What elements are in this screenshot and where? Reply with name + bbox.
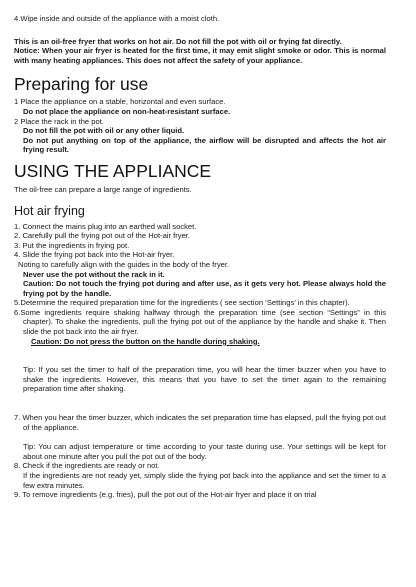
frying-step-4: 4. Slide the frying pot back into the Hot-air fryer.: [14, 250, 175, 260]
intro-step-4: 4.Wipe inside and outside of the appliance with a moist cloth.: [14, 14, 220, 23]
preparing-step-2-warning-airflow: Do not put anything on top of the appliance, the airflow will be disrupted and affects the hot air frying result.: [23, 135, 386, 155]
preparing-step-1: 1 Place the appliance on a stable, horizontal and even surface.: [14, 97, 226, 107]
preparing-heading: Preparing for use: [14, 74, 149, 95]
frying-step-4-warning: Never use the pot without the rack in it.: [23, 269, 165, 279]
hot-air-frying-heading: Hot air frying: [14, 203, 85, 218]
first-use-notice: Notice: When your air fryer is heated for the first time, it may emit slight smoke or odor. This is normal with many heating appliances. This does not affect the safety of your appliance.: [14, 46, 386, 65]
frying-step-9: 9. To remove ingredients (e.g. fries), pull the pot out of the Hot-air fryer and place it on trial: [14, 490, 317, 500]
frying-step-7: 7. When you hear the timer buzzer, which indicates the set preparation time has elapsed, pull the frying pot out of the appliance.: [14, 413, 386, 432]
preparing-step-2-warning-liquid: Do not fill the pot with oil or any other liquid.: [23, 126, 185, 136]
preparing-step-1-warning: Do not place the appliance on non-heat-resistant surface.: [23, 106, 231, 116]
frying-step-4-note: Noting to carefully align with the guides in the body of the fryer.: [18, 259, 230, 269]
using-heading: USING THE APPLIANCE: [14, 160, 212, 181]
frying-step-1: 1. Connect the mains plug into an earthed wall socket.: [14, 221, 197, 231]
manual-page: [14, 12, 386, 500]
tip-adjust-settings: Tip: You can adjust temperature or time according to your taste during use. Your settings will be kept for about one minute after you pull the pot out of the body.: [23, 442, 386, 461]
frying-step-5: 5.Determine the required preparation time for the ingredients ( see section ‘Settings’ in this chapter).: [14, 298, 350, 308]
frying-step-4-caution: Caution: Do not touch the frying pot during and after use, as it gets very hot. Please always hold the frying pot by the handle.: [23, 279, 386, 298]
frying-step-2: 2. Carefully pull the frying pot out of the Hot-air fryer.: [14, 231, 191, 241]
preparing-step-2: 2 Place the rack in the pot.: [14, 116, 104, 126]
frying-step-6-caution: Caution: Do not press the button on the handle during shaking.: [31, 336, 260, 346]
frying-step-8-note: If the ingredients are not ready yet, simply slide the frying pot back into the appliance and set the timer to a few extra minutes.: [23, 471, 386, 490]
frying-step-3: 3. Put the ingredients in frying pot.: [14, 240, 130, 250]
tip-shaking: Tip: If you set the timer to half of the preparation time, you will hear the timer buzzer when you have to shake the ingredients. However, this means that you have to set the timer again to the remaining preparation time after shaking.: [23, 365, 386, 394]
using-description: The oil-free can prepare a large range of ingredients.: [14, 184, 192, 194]
oil-free-warning: This is an oil-free fryer that works on hot air. Do not fill the pot with oil or frying fat directly.: [14, 36, 342, 46]
frying-step-8: 8. Check if the ingredients are ready or not.: [14, 461, 160, 471]
frying-step-6: 6.Some ingredients require shaking halfway through the preparation time (see section “Settings” in this chapter). To shake the ingredients, pull the frying pot out of the appliance by the handle and shake it. Then slide the pot back into the air fryer.: [14, 307, 386, 337]
